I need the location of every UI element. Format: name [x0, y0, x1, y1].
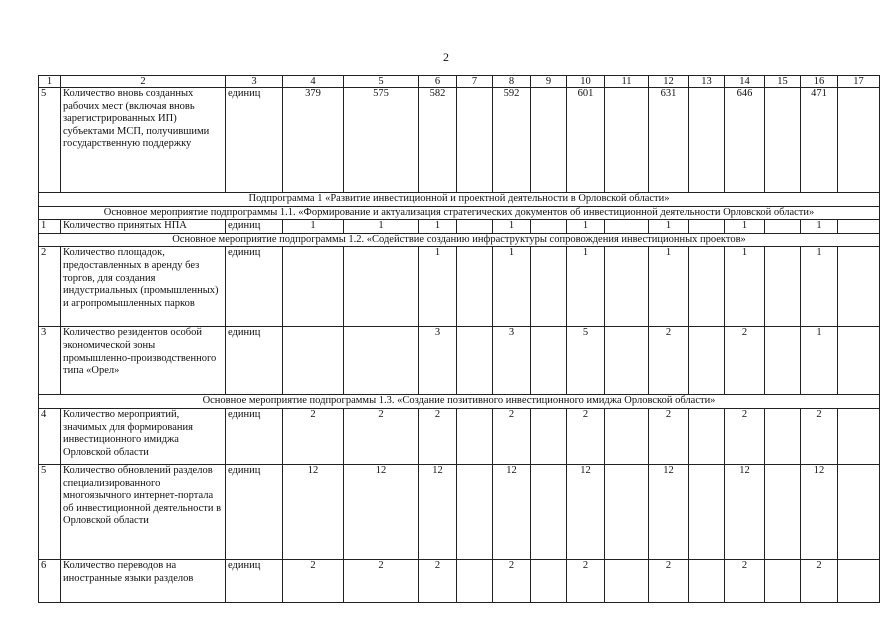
value-cell [838, 464, 880, 559]
section-row [39, 395, 880, 409]
value-cell: 2 [283, 408, 344, 464]
column-header: 13 [689, 76, 725, 88]
value-cell [457, 88, 493, 193]
value-cell [457, 408, 493, 464]
value-cell [531, 247, 567, 327]
value-cell: 2 [567, 559, 605, 602]
value-cell: 646 [725, 88, 765, 193]
page-number: 2 [443, 50, 449, 64]
value-cell: 1 [725, 220, 765, 234]
value-cell [838, 327, 880, 395]
value-cell [457, 559, 493, 602]
table-row [39, 327, 880, 395]
table-row [39, 247, 880, 327]
value-cell [765, 408, 801, 464]
column-header: 5 [344, 76, 419, 88]
indicator-name: Количество вновь созданных рабочих мест (включая вновь зарегистрированных ИП) субъектами МСП, получившими государственную поддержку [61, 88, 226, 193]
value-cell [605, 559, 649, 602]
header-row [39, 76, 880, 88]
column-header: 15 [765, 76, 801, 88]
column-header: 2 [61, 76, 226, 88]
column-header: 10 [567, 76, 605, 88]
column-header: 16 [801, 76, 838, 88]
value-cell: 12 [419, 464, 457, 559]
indicator-name: Количество площадок, предоставленных в аренду без торгов, для создания индустриальных (промышленных) и агропромышленных парков [61, 247, 226, 327]
value-cell [531, 408, 567, 464]
table-row [39, 559, 880, 602]
value-cell: 1 [801, 220, 838, 234]
value-cell: 5 [567, 327, 605, 395]
value-cell: 2 [649, 327, 689, 395]
section-row [39, 206, 880, 220]
row-number: 1 [39, 220, 61, 234]
value-cell [457, 220, 493, 234]
column-header: 9 [531, 76, 567, 88]
value-cell: 12 [649, 464, 689, 559]
value-cell: 1 [344, 220, 419, 234]
indicator-name: Количество обновлений разделов специализированного многоязычного интернет-портала об инвестиционной деятельности в Орловской области [61, 464, 226, 559]
section-row [39, 193, 880, 207]
value-cell [838, 408, 880, 464]
value-cell: 12 [493, 464, 531, 559]
row-number: 3 [39, 327, 61, 395]
column-header: 17 [838, 76, 880, 88]
column-header: 12 [649, 76, 689, 88]
value-cell [531, 220, 567, 234]
indicator-name: Количество резидентов особой экономической зоны промышленно-производственного типа «Орел» [61, 327, 226, 395]
value-cell [689, 464, 725, 559]
value-cell [344, 327, 419, 395]
table-row [39, 464, 880, 559]
value-cell [344, 247, 419, 327]
value-cell: 582 [419, 88, 457, 193]
column-header: 3 [226, 76, 283, 88]
value-cell: 631 [649, 88, 689, 193]
table-row [39, 88, 880, 193]
row-number: 2 [39, 247, 61, 327]
section-title: Подпрограмма 1 «Развитие инвестиционной и проектной деятельности в Орловской области» [39, 193, 880, 207]
value-cell: 2 [419, 559, 457, 602]
value-cell: 2 [801, 408, 838, 464]
value-cell: 1 [801, 327, 838, 395]
value-cell: 2 [649, 559, 689, 602]
value-cell: 2 [725, 327, 765, 395]
value-cell: 12 [344, 464, 419, 559]
section-row [39, 233, 880, 247]
value-cell: 2 [344, 408, 419, 464]
value-cell [838, 247, 880, 327]
unit-cell: единиц [226, 220, 283, 234]
value-cell [689, 220, 725, 234]
value-cell [765, 464, 801, 559]
unit-cell: единиц [226, 327, 283, 395]
row-number: 5 [39, 88, 61, 193]
value-cell: 471 [801, 88, 838, 193]
value-cell: 2 [801, 559, 838, 602]
section-title: Основное мероприятие подпрограммы 1.1. «Формирование и актуализация стратегических документов об инвестиционной деятельности Орловской области» [39, 206, 880, 220]
value-cell [838, 88, 880, 193]
value-cell [605, 220, 649, 234]
value-cell: 2 [649, 408, 689, 464]
value-cell: 2 [419, 408, 457, 464]
section-title: Основное мероприятие подпрограммы 1.2. «Содействие созданию инфраструктуры сопровождения инвестиционных проектов» [39, 233, 880, 247]
value-cell [605, 408, 649, 464]
table-row [39, 408, 880, 464]
value-cell [838, 220, 880, 234]
value-cell: 12 [801, 464, 838, 559]
value-cell: 1 [493, 220, 531, 234]
column-header: 1 [39, 76, 61, 88]
unit-cell: единиц [226, 464, 283, 559]
value-cell [531, 327, 567, 395]
value-cell: 1 [567, 247, 605, 327]
column-header: 4 [283, 76, 344, 88]
unit-cell: единиц [226, 559, 283, 602]
value-cell: 601 [567, 88, 605, 193]
row-number: 6 [39, 559, 61, 602]
column-header: 14 [725, 76, 765, 88]
value-cell: 592 [493, 88, 531, 193]
section-title: Основное мероприятие подпрограммы 1.3. «Создание позитивного инвестиционного имиджа Орловской области» [39, 395, 880, 409]
value-cell: 2 [493, 408, 531, 464]
value-cell: 1 [801, 247, 838, 327]
value-cell [457, 464, 493, 559]
indicator-name: Количество мероприятий, значимых для формирования инвестиционного имиджа Орловской области [61, 408, 226, 464]
value-cell: 1 [725, 247, 765, 327]
value-cell [689, 559, 725, 602]
value-cell: 575 [344, 88, 419, 193]
value-cell: 1 [649, 220, 689, 234]
value-cell: 2 [725, 408, 765, 464]
row-number: 5 [39, 464, 61, 559]
value-cell [283, 247, 344, 327]
value-cell [765, 88, 801, 193]
value-cell [689, 88, 725, 193]
unit-cell: единиц [226, 247, 283, 327]
column-header: 11 [605, 76, 649, 88]
value-cell [689, 327, 725, 395]
indicator-name: Количество переводов на иностранные языки разделов [61, 559, 226, 602]
value-cell: 1 [567, 220, 605, 234]
value-cell: 1 [419, 247, 457, 327]
value-cell [838, 559, 880, 602]
unit-cell: единиц [226, 408, 283, 464]
table-row [39, 220, 880, 234]
value-cell [283, 327, 344, 395]
value-cell: 1 [419, 220, 457, 234]
column-header: 6 [419, 76, 457, 88]
value-cell: 3 [419, 327, 457, 395]
value-cell [531, 88, 567, 193]
value-cell: 12 [725, 464, 765, 559]
value-cell: 2 [493, 559, 531, 602]
value-cell: 2 [344, 559, 419, 602]
value-cell: 12 [567, 464, 605, 559]
unit-cell: единиц [226, 88, 283, 193]
value-cell: 2 [567, 408, 605, 464]
value-cell [689, 247, 725, 327]
column-header: 7 [457, 76, 493, 88]
value-cell: 1 [493, 247, 531, 327]
value-cell [605, 327, 649, 395]
value-cell [531, 464, 567, 559]
value-cell [765, 220, 801, 234]
value-cell: 1 [649, 247, 689, 327]
value-cell [605, 88, 649, 193]
column-header: 8 [493, 76, 531, 88]
indicators-table [38, 75, 880, 603]
value-cell [765, 559, 801, 602]
value-cell [457, 327, 493, 395]
value-cell [689, 408, 725, 464]
value-cell [765, 247, 801, 327]
value-cell: 2 [725, 559, 765, 602]
value-cell [605, 464, 649, 559]
value-cell [531, 559, 567, 602]
value-cell [765, 327, 801, 395]
value-cell: 12 [283, 464, 344, 559]
row-number: 4 [39, 408, 61, 464]
value-cell [457, 247, 493, 327]
value-cell: 379 [283, 88, 344, 193]
value-cell: 2 [283, 559, 344, 602]
indicator-name: Количество принятых НПА [61, 220, 226, 234]
value-cell: 1 [283, 220, 344, 234]
value-cell: 3 [493, 327, 531, 395]
value-cell [605, 247, 649, 327]
